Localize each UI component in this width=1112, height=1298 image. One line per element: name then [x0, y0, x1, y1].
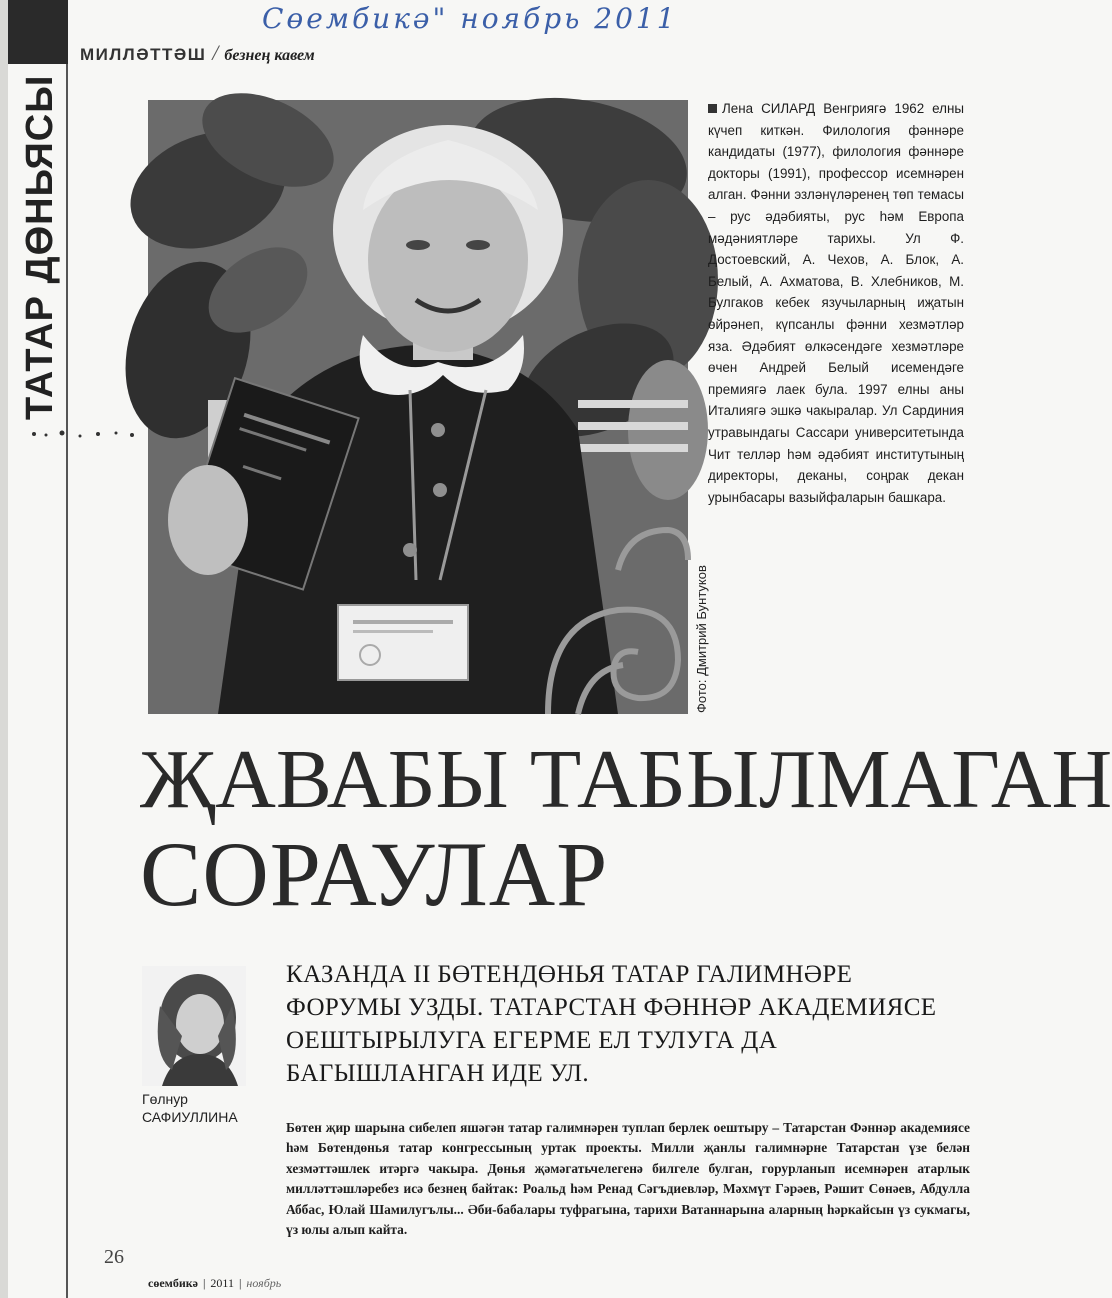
square-bullet-icon — [708, 104, 717, 113]
headline — [140, 733, 1112, 925]
footer-brand: сөембикә — [148, 1276, 198, 1290]
headline-line-1: ҖАВАБЫ ТАБЫЛМАГАН — [140, 733, 1112, 826]
footer-year: 2011 — [210, 1276, 234, 1290]
footer-month: ноябрь — [246, 1276, 282, 1290]
side-rule — [66, 64, 68, 1298]
portrait-photo — [148, 100, 688, 714]
photo-credit: Фото: Дмитрий Бунтуков — [694, 565, 709, 713]
bio-text: Лена СИЛАРД Венгриягә 1962 елны күчеп киткән. Филология фәннәре кандидаты (1977), филология фәннәре докторы (1991), профессор исемнәрен алган. Фәнни эзләнүләренең төп темасы – рус әдәбияты, рус һәм Европа мәдәниятләре тарихы. Ул Ф. Достоевский, А. Чехов, А. Блок, А. Белый, А. Ахматова, В. Хлебников, М. Булгаков кебек язучыларның иҗатын өйрәнеп, күпсанлы фәнни хезмәтләр яза. Әдәбият өлкәсендәге хезмәтләре өчен Андрей Белый исемендәге премиягә лаек була. 1997 елны аны Италиягә эшкә чакыралар. Ул Сардиния утравындагы Сассари университетында Чит телләр һәм әдәбият институтының директоры, деканы, соңрак декан урынбасары вазыйфаларын башкара. — [708, 101, 964, 505]
author-photo — [142, 966, 246, 1086]
bio-caption — [708, 98, 964, 508]
author-last-name: САФИУЛЛИНА — [142, 1109, 238, 1125]
footer-separator-2: | — [238, 1276, 242, 1290]
handwritten-note: Сөембикә" ноябрь 2011 — [262, 2, 678, 35]
footer-separator: | — [202, 1276, 206, 1290]
section-subtitle: безнең кавем — [224, 47, 315, 64]
author-portrait — [142, 966, 246, 1086]
portrait-illustration — [148, 100, 688, 714]
ink-smudge — [28, 428, 148, 440]
page-edge — [0, 0, 8, 1298]
page-number: 26 — [104, 1246, 124, 1268]
section-header — [80, 40, 315, 66]
section-slash: / — [212, 40, 219, 65]
headline-line-2: СОРАУЛАР — [140, 823, 609, 925]
body-paragraph: Бөтен җир шарына сибелеп яшәгән татар галимнәрен туплап берлек оештыру – Татарстан Фәннәр академиясе һәм Бөтендөнья татар конгрессының уртак проекты. Милли җанлы галимнәрне Татарстан үзе белән хезмәттәшлек итәргә чакыра. Дөнья җәмәгатьчелегенә билгеле булган, горурланып исемнәрен атарлык милләттәшләребез исә безнең байтак: Роальд һәм Ренад Сәгъдиевләр, Мәхмүт Гәрәев, Рәшит Сөнәев, Абдулла Аббас, Юлай Шамилугълы... Әби-бабалары туфрагына, тарихи Ватаннарына аларның һәркайсын үз сукмагы, үз юлы алып кайта. — [286, 1120, 970, 1238]
author-first-name: Гөлнур — [142, 1091, 188, 1107]
section-name: МИЛЛӘТТӘШ — [80, 45, 207, 64]
lead-paragraph: КАЗАНДА II БӨТЕНДӨНЬЯ ТАТАР ГАЛИМНӘРЕ ФОРУМЫ УЗДЫ. ТАТАРСТАН ФӘННӘР АКАДЕМИЯСЕ ОЕШТЫРЫЛУГА ЕГЕРМЕ ЕЛ ТУЛУГА ДА БАГЫШЛАНГАН ИДЕ УЛ. — [286, 961, 937, 1087]
side-title: ТАТАР ДӨНЬЯСЫ — [19, 74, 61, 420]
author-name — [142, 1090, 272, 1126]
footer — [148, 1276, 281, 1291]
